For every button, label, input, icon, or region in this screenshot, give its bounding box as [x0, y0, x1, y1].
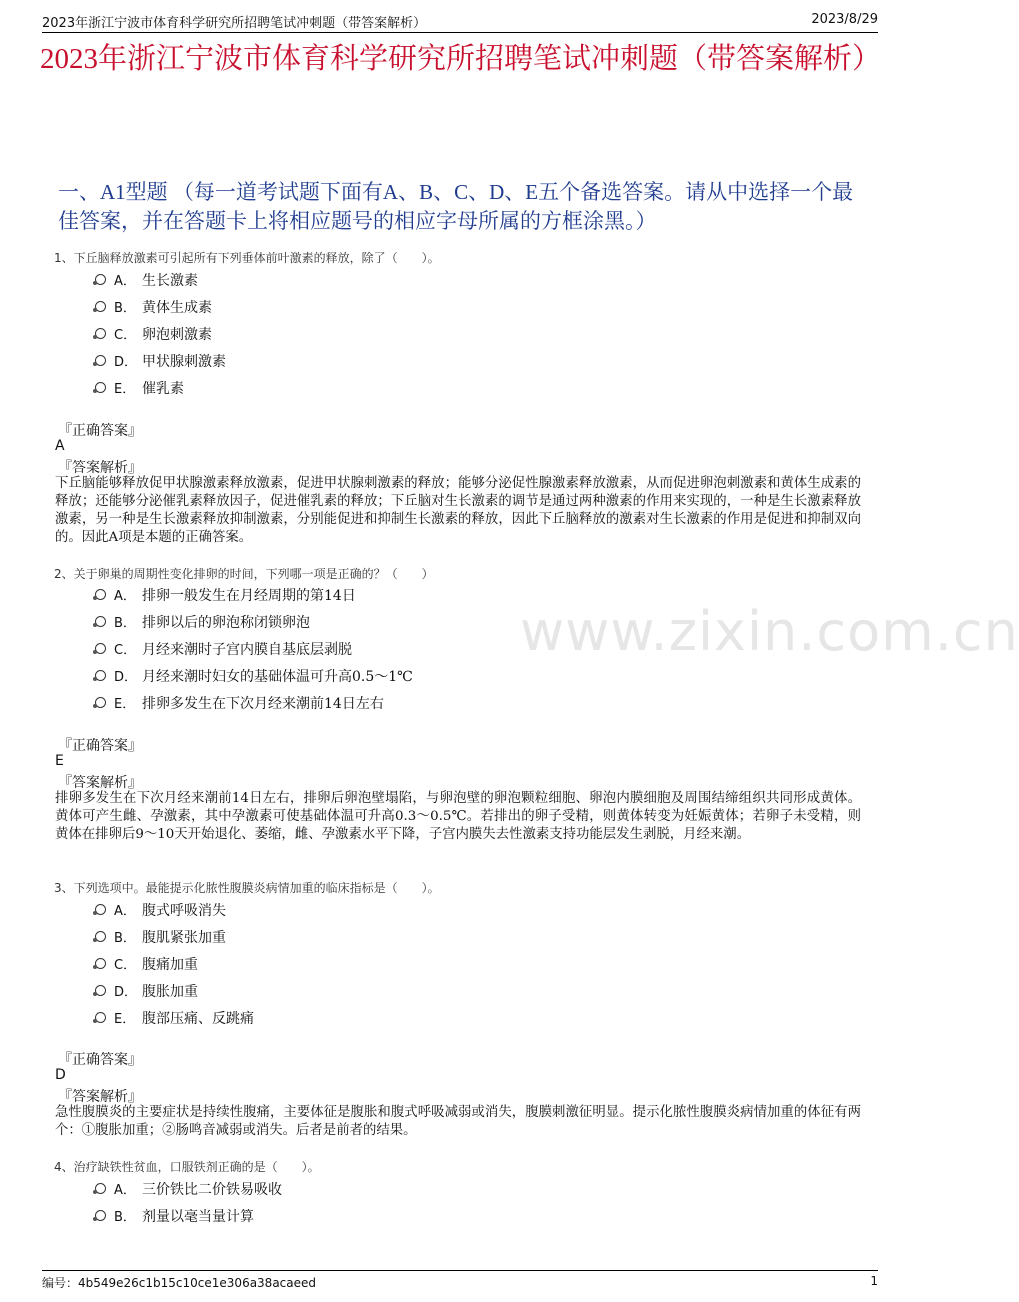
header-doc-title: 2023年浙江宁波市体育科学研究所招聘笔试冲刺题（带答案解析）	[42, 16, 427, 31]
analysis-text: 下丘脑能够释放促甲状腺激素释放激素，促进甲状腺刺激素的释放；能够分泌促性腺激素释放激素，从而促进卵泡刺激素和黄体生成素的释放；还能够分泌催乳素释放因子，促进催乳素的释放；下丘脑对生长激素的调节是通过两种激素的作用来实现的，一种是生长激素释放激素，另一种是生长激素释放抑制激素，分别能促进和抑制生长激素的释放，因此下丘脑释放的激素对生长激素的作用是促进和抑制双向的。因此A项是本题的正确答案。	[55, 476, 861, 545]
radio-button[interactable]	[95, 274, 106, 285]
option-text: 月经来潮时妇女的基础体温可升高0.5～1℃	[142, 669, 413, 685]
radio-button[interactable]	[95, 931, 106, 942]
option-text: 排卵以后的卵泡称闭锁卵泡	[142, 615, 310, 631]
radio-button[interactable]	[95, 670, 106, 681]
radio-button[interactable]	[95, 697, 106, 708]
page-number: 1	[870, 1274, 878, 1288]
option-text: 腹式呼吸消失	[142, 903, 226, 919]
option-text: 腹痛加重	[142, 957, 198, 973]
option-letter: B．	[114, 931, 136, 946]
option-text: 三价铁比二价铁易吸收	[142, 1182, 282, 1198]
correct-answer: E	[55, 753, 64, 769]
option-text: 腹胀加重	[142, 984, 198, 1000]
option-letter: B．	[114, 616, 136, 631]
page-header	[42, 10, 878, 33]
correct-answer-label: 『正确答案』	[58, 738, 142, 754]
question-stem: 3、下列选项中。最能提示化脓性腹膜炎病情加重的临床指标是（ ）。	[54, 881, 440, 895]
radio-button[interactable]	[95, 382, 106, 393]
option-text: 腹肌紧张加重	[142, 930, 226, 946]
correct-answer: D	[55, 1067, 66, 1083]
radio-button[interactable]	[95, 1012, 106, 1023]
question-stem: 4、治疗缺铁性贫血，口服铁剂正确的是（ ）。	[54, 1160, 320, 1174]
option-text: 剂量以毫当量计算	[142, 1209, 254, 1225]
option-letter: E．	[114, 382, 136, 397]
correct-answer: A	[55, 438, 65, 454]
analysis-label: 『答案解析』	[58, 775, 142, 791]
option-letter: E．	[114, 697, 136, 712]
option-text: 排卵多发生在下次月经来潮前14日左右	[142, 696, 384, 712]
option-letter: A．	[114, 589, 136, 604]
page-title: 2023年浙江宁波市体育科学研究所招聘笔试冲刺题（带答案解析）	[40, 43, 882, 75]
option-letter: D．	[114, 355, 138, 370]
option-letter: A．	[114, 1183, 136, 1198]
option-text: 排卵一般发生在月经周期的第14日	[142, 588, 356, 604]
analysis-text: 排卵多发生在下次月经来潮前14日左右，排卵后卵泡壁塌陷，与卵泡壁的卵泡颗粒细胞、卵泡内膜细胞及周围结缔组织共同形成黄体。黄体可产生雌、孕激素，其中孕激素可使基础体温可升高0.3～0.5℃。若排出的卵子受精，则黄体转变为妊娠黄体；若卵子未受精，则黄体在排卵后9～10天开始退化、萎缩，雌、孕激素水平下降，子宫内膜失去性激素支持功能层发生剥脱，月经来潮。	[55, 791, 861, 842]
option-text: 腹部压痛、反跳痛	[142, 1011, 254, 1027]
radio-button[interactable]	[95, 616, 106, 627]
section-heading: 一、A1型题 （每一道考试题下面有A、B、C、D、E五个备选答案。请从中选择一个最佳答案，并在答题卡上将相应题号的相应字母所属的方框涂黑。）	[58, 180, 854, 233]
radio-button[interactable]	[95, 904, 106, 915]
option-letter: A．	[114, 274, 136, 289]
radio-button[interactable]	[95, 589, 106, 600]
radio-button[interactable]	[95, 958, 106, 969]
option-text: 卵泡刺激素	[142, 327, 212, 343]
watermark: www.zixin.com.cn	[520, 600, 1019, 663]
option-letter: C．	[114, 328, 137, 343]
option-text: 黄体生成素	[142, 300, 212, 316]
radio-button[interactable]	[95, 1210, 106, 1221]
option-letter: E．	[114, 1012, 136, 1027]
option-letter: A．	[114, 904, 136, 919]
option-letter: D．	[114, 985, 138, 1000]
radio-button[interactable]	[95, 355, 106, 366]
page-footer	[42, 1270, 878, 1293]
option-text: 催乳素	[142, 381, 184, 397]
option-letter: B．	[114, 1210, 136, 1225]
correct-answer-label: 『正确答案』	[58, 423, 142, 439]
option-text: 月经来潮时子宫内膜自基底层剥脱	[142, 642, 352, 658]
question-stem: 1、下丘脑释放激素可引起所有下列垂体前叶激素的释放，除了（ ）。	[54, 251, 440, 265]
radio-button[interactable]	[95, 1183, 106, 1194]
analysis-label: 『答案解析』	[58, 1089, 142, 1105]
option-text: 生长激素	[142, 273, 198, 289]
question-stem: 2、关于卵巢的周期性变化排卵的时间，下列哪一项是正确的？（ ）	[54, 567, 434, 581]
option-letter: B．	[114, 301, 136, 316]
analysis-label: 『答案解析』	[58, 460, 142, 476]
analysis-text: 急性腹膜炎的主要症状是持续性腹痛，主要体征是腹胀和腹式呼吸减弱或消失，腹膜刺激征明显。提示化脓性腹膜炎病情加重的体征有两个：①腹胀加重；②肠鸣音减弱或消失。后者是前者的结果。	[55, 1105, 861, 1138]
option-letter: C．	[114, 643, 137, 658]
radio-button[interactable]	[95, 301, 106, 312]
option-letter: C．	[114, 958, 137, 973]
radio-button[interactable]	[95, 328, 106, 339]
document-id: 编号：4b549e26c1b15c10ce1e306a38acaeed	[42, 1276, 317, 1290]
correct-answer-label: 『正确答案』	[58, 1052, 142, 1068]
radio-button[interactable]	[95, 985, 106, 996]
option-text: 甲状腺刺激素	[142, 354, 226, 370]
option-letter: D．	[114, 670, 138, 685]
radio-button[interactable]	[95, 643, 106, 654]
header-date: 2023/8/29	[811, 12, 878, 27]
